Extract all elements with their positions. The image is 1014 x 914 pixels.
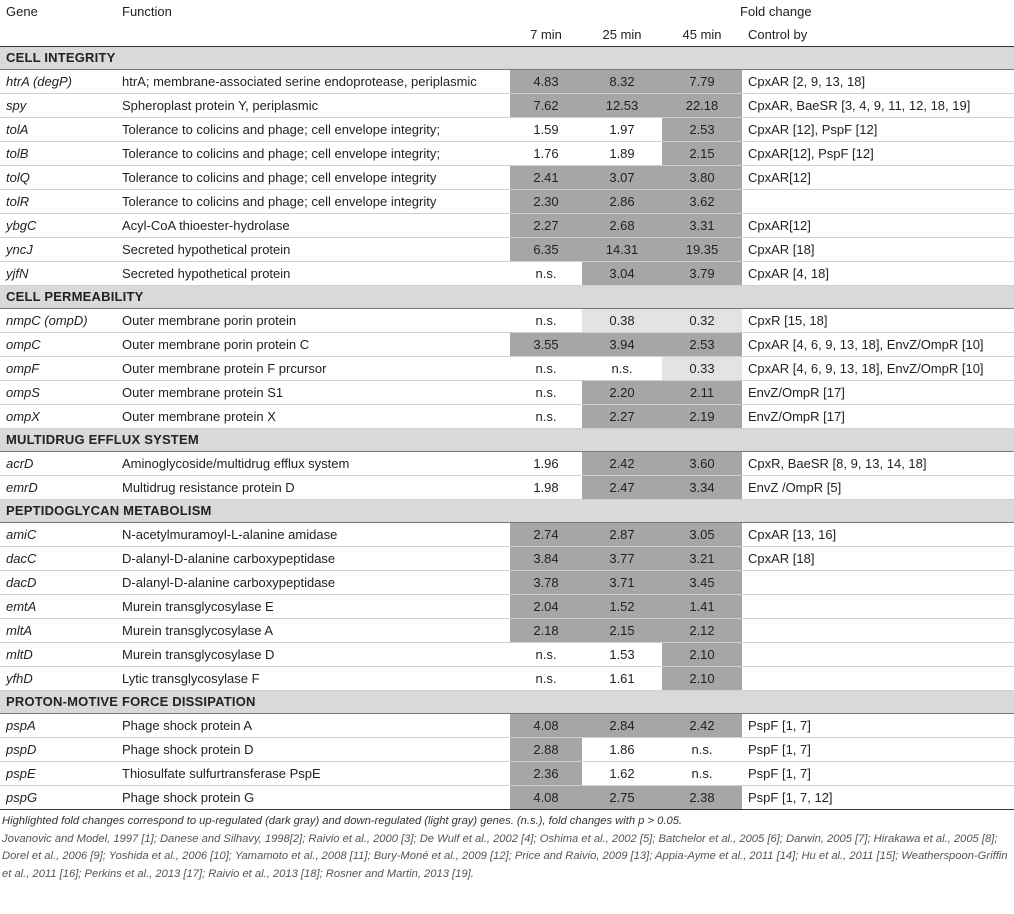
control-cell: PspF [1, 7] <box>742 762 1014 786</box>
control-cell: EnvZ /OmpR [5] <box>742 476 1014 500</box>
table-row <box>0 357 1014 381</box>
function-cell: Acyl-CoA thioester-hydrolase <box>116 214 510 238</box>
control-cell: CpxAR[12] <box>742 214 1014 238</box>
value-7min: 2.04 <box>510 595 582 619</box>
value-25min: 2.47 <box>582 476 662 500</box>
value-45min: 22.18 <box>662 94 742 118</box>
table-row <box>0 238 1014 262</box>
value-45min: 19.35 <box>662 238 742 262</box>
gene-cell: ompF <box>0 357 116 381</box>
value-7min: 2.36 <box>510 762 582 786</box>
function-cell: Outer membrane porin protein <box>116 309 510 333</box>
value-45min: 3.60 <box>662 452 742 476</box>
section-title: MULTIDRUG EFFLUX SYSTEM <box>0 429 1014 452</box>
table-row <box>0 452 1014 476</box>
control-cell <box>742 643 1014 667</box>
value-45min: 3.80 <box>662 166 742 190</box>
function-cell: Lytic transglycosylase F <box>116 667 510 691</box>
gene-cell: nmpC (ompD) <box>0 309 116 333</box>
value-25min: 1.52 <box>582 595 662 619</box>
table-row <box>0 166 1014 190</box>
value-45min: 2.12 <box>662 619 742 643</box>
gene-cell: yfhD <box>0 667 116 691</box>
function-cell: Tolerance to colicins and phage; cell envelope integrity; <box>116 142 510 166</box>
control-cell: CpxAR [18] <box>742 547 1014 571</box>
gene-cell: pspE <box>0 762 116 786</box>
value-25min: 2.87 <box>582 523 662 547</box>
function-cell: Multidrug resistance protein D <box>116 476 510 500</box>
value-7min: 7.62 <box>510 94 582 118</box>
value-7min: 3.55 <box>510 333 582 357</box>
gene-cell: pspD <box>0 738 116 762</box>
gene-cell: yjfN <box>0 262 116 286</box>
control-cell: PspF [1, 7] <box>742 714 1014 738</box>
value-25min: 2.86 <box>582 190 662 214</box>
value-45min: 2.38 <box>662 786 742 810</box>
section-title: PROTON-MOTIVE FORCE DISSIPATION <box>0 691 1014 714</box>
function-cell: Secreted hypothetical protein <box>116 238 510 262</box>
value-7min: n.s. <box>510 381 582 405</box>
control-cell: CpxAR [4, 6, 9, 13, 18], EnvZ/OmpR [10] <box>742 333 1014 357</box>
value-7min: 6.35 <box>510 238 582 262</box>
value-45min: 3.31 <box>662 214 742 238</box>
value-7min: 4.83 <box>510 70 582 94</box>
section-title: CELL PERMEABILITY <box>0 286 1014 309</box>
function-cell: Tolerance to colicins and phage; cell envelope integrity <box>116 166 510 190</box>
footnote: Highlighted fold changes correspond to up-regulated (dark gray) and down-regulated (light gray) genes. (n.s.), fold changes with p > 0.05. <box>2 815 683 827</box>
gene-cell: ompS <box>0 381 116 405</box>
value-25min: 1.61 <box>582 667 662 691</box>
control-cell <box>742 619 1014 643</box>
value-7min: 2.27 <box>510 214 582 238</box>
header-row-top <box>0 0 1014 23</box>
table-row <box>0 476 1014 500</box>
section-title: CELL INTEGRITY <box>0 47 1014 70</box>
control-cell: CpxAR [13, 16] <box>742 523 1014 547</box>
section-header <box>0 47 1014 70</box>
value-7min: 1.59 <box>510 118 582 142</box>
header-function: Function <box>122 4 172 19</box>
control-cell: CpxAR, BaeSR [3, 4, 9, 11, 12, 18, 19] <box>742 94 1014 118</box>
header-gene: Gene <box>6 4 38 19</box>
control-cell: CpxAR [2, 9, 13, 18] <box>742 70 1014 94</box>
value-25min: 0.38 <box>582 309 662 333</box>
section-header <box>0 429 1014 452</box>
function-cell: Outer membrane porin protein C <box>116 333 510 357</box>
gene-cell: ompC <box>0 333 116 357</box>
header-45min: 45 min <box>662 23 742 47</box>
references: Jovanovic and Model, 1997 [1]; Danese and Silhavy, 1998[2]; Raivio et al., 2000 [3]; De Wulf et al., 2002 [4]; Oshima et al., 2002 [5]; Batchelor et al., 2005 [6]; Darwin, 2005 [7]; Hirakawa et al., 2005 [8]; Dorel et al., 2006 [9]; Yoshida et al., 2006 [10]; Yamamoto et al., 2008 [11]; Bury-Moné et al., 2009 [12]; Price and Raivio, 2009 [13]; Appia-Ayme et al., 2011 [14]; Hu et al., 2011 [15]; Weatherspoon-Griffin et al., 2011 [16]; Perkins et al., 2013 [17]; Raivio et al., 2013 [18]; Rosner and Martin, 2013 [19]. <box>2 832 1008 880</box>
value-25min: 3.77 <box>582 547 662 571</box>
value-25min: 2.75 <box>582 786 662 810</box>
value-25min: 3.94 <box>582 333 662 357</box>
value-45min: 2.42 <box>662 714 742 738</box>
value-25min: 14.31 <box>582 238 662 262</box>
gene-cell: mltA <box>0 619 116 643</box>
gene-cell: emrD <box>0 476 116 500</box>
value-25min: 1.97 <box>582 118 662 142</box>
function-cell: Aminoglycoside/multidrug efflux system <box>116 452 510 476</box>
control-cell: CpxR [15, 18] <box>742 309 1014 333</box>
value-45min: 2.11 <box>662 381 742 405</box>
table-row <box>0 118 1014 142</box>
function-cell: D-alanyl-D-alanine carboxypeptidase <box>116 547 510 571</box>
header-7min: 7 min <box>510 23 582 47</box>
table-row <box>0 70 1014 94</box>
table-row <box>0 667 1014 691</box>
value-7min: 3.84 <box>510 547 582 571</box>
value-7min: 1.98 <box>510 476 582 500</box>
control-cell <box>742 190 1014 214</box>
value-25min: 2.42 <box>582 452 662 476</box>
table-row <box>0 381 1014 405</box>
table-row <box>0 405 1014 429</box>
section-header <box>0 500 1014 523</box>
table-row <box>0 762 1014 786</box>
function-cell: Thiosulfate sulfurtransferase PspE <box>116 762 510 786</box>
value-45min: n.s. <box>662 762 742 786</box>
section-header <box>0 286 1014 309</box>
function-cell: Spheroplast protein Y, periplasmic <box>116 94 510 118</box>
gene-cell: acrD <box>0 452 116 476</box>
value-45min: 7.79 <box>662 70 742 94</box>
function-cell: Tolerance to colicins and phage; cell envelope integrity <box>116 190 510 214</box>
function-cell: Tolerance to colicins and phage; cell envelope integrity; <box>116 118 510 142</box>
table-notes <box>0 810 1014 883</box>
table-row <box>0 738 1014 762</box>
control-cell: CpxAR [12], PspF [12] <box>742 118 1014 142</box>
gene-cell: ybgC <box>0 214 116 238</box>
value-7min: n.s. <box>510 405 582 429</box>
value-25min: 3.07 <box>582 166 662 190</box>
value-45min: 3.79 <box>662 262 742 286</box>
control-cell <box>742 595 1014 619</box>
value-25min: 3.04 <box>582 262 662 286</box>
value-25min: 1.53 <box>582 643 662 667</box>
value-45min: 0.33 <box>662 357 742 381</box>
gene-cell: mltD <box>0 643 116 667</box>
value-7min: n.s. <box>510 357 582 381</box>
function-cell: Secreted hypothetical protein <box>116 262 510 286</box>
value-7min: 1.76 <box>510 142 582 166</box>
value-45min: 3.45 <box>662 571 742 595</box>
gene-cell: htrA (degP) <box>0 70 116 94</box>
gene-cell: pspG <box>0 786 116 810</box>
value-7min: 2.74 <box>510 523 582 547</box>
table-row <box>0 309 1014 333</box>
function-cell: Phage shock protein G <box>116 786 510 810</box>
gene-cell: dacD <box>0 571 116 595</box>
value-45min: 3.34 <box>662 476 742 500</box>
gene-cell: spy <box>0 94 116 118</box>
value-7min: 2.88 <box>510 738 582 762</box>
function-cell: Outer membrane protein F prcursor <box>116 357 510 381</box>
function-cell: Phage shock protein D <box>116 738 510 762</box>
gene-cell: pspA <box>0 714 116 738</box>
value-7min: 2.30 <box>510 190 582 214</box>
table-row <box>0 190 1014 214</box>
value-25min: 2.20 <box>582 381 662 405</box>
value-45min: 2.53 <box>662 118 742 142</box>
value-45min: 3.05 <box>662 523 742 547</box>
value-45min: 2.19 <box>662 405 742 429</box>
control-cell: CpxAR [18] <box>742 238 1014 262</box>
value-45min: n.s. <box>662 738 742 762</box>
header-25min: 25 min <box>582 23 662 47</box>
value-7min: n.s. <box>510 643 582 667</box>
value-25min: 3.71 <box>582 571 662 595</box>
gene-cell: tolR <box>0 190 116 214</box>
section-title: PEPTIDOGLYCAN METABOLISM <box>0 500 1014 523</box>
control-cell: EnvZ/OmpR [17] <box>742 381 1014 405</box>
gene-cell: emtA <box>0 595 116 619</box>
value-7min: n.s. <box>510 262 582 286</box>
table-row <box>0 714 1014 738</box>
value-25min: 1.62 <box>582 762 662 786</box>
table-row <box>0 547 1014 571</box>
control-cell: PspF [1, 7, 12] <box>742 786 1014 810</box>
value-25min: 8.32 <box>582 70 662 94</box>
value-25min: 2.68 <box>582 214 662 238</box>
value-25min: n.s. <box>582 357 662 381</box>
header-fold-change: Fold change <box>740 4 812 19</box>
value-25min: 1.86 <box>582 738 662 762</box>
gene-cell: dacC <box>0 547 116 571</box>
value-45min: 1.41 <box>662 595 742 619</box>
function-cell: Murein transglycosylase D <box>116 643 510 667</box>
value-25min: 2.84 <box>582 714 662 738</box>
function-cell: Phage shock protein A <box>116 714 510 738</box>
table-row <box>0 214 1014 238</box>
header-row-sub <box>0 23 1014 47</box>
control-cell: EnvZ/OmpR [17] <box>742 405 1014 429</box>
control-cell <box>742 571 1014 595</box>
table-row <box>0 333 1014 357</box>
value-7min: 4.08 <box>510 714 582 738</box>
table-row <box>0 619 1014 643</box>
value-7min: n.s. <box>510 667 582 691</box>
table-row <box>0 94 1014 118</box>
value-45min: 3.21 <box>662 547 742 571</box>
control-cell: CpxAR[12], PspF [12] <box>742 142 1014 166</box>
value-25min: 2.15 <box>582 619 662 643</box>
section-header <box>0 691 1014 714</box>
value-7min: 2.41 <box>510 166 582 190</box>
gene-cell: tolB <box>0 142 116 166</box>
function-cell: Outer membrane protein X <box>116 405 510 429</box>
table-row <box>0 643 1014 667</box>
value-45min: 0.32 <box>662 309 742 333</box>
value-45min: 2.53 <box>662 333 742 357</box>
value-45min: 3.62 <box>662 190 742 214</box>
value-25min: 2.27 <box>582 405 662 429</box>
table-row <box>0 523 1014 547</box>
value-45min: 2.10 <box>662 643 742 667</box>
gene-cell: amiC <box>0 523 116 547</box>
table-row <box>0 142 1014 166</box>
gene-cell: tolA <box>0 118 116 142</box>
value-25min: 12.53 <box>582 94 662 118</box>
function-cell: D-alanyl-D-alanine carboxypeptidase <box>116 571 510 595</box>
function-cell: htrA; membrane-associated serine endoprotease, periplasmic <box>116 70 510 94</box>
control-cell: CpxAR [4, 6, 9, 13, 18], EnvZ/OmpR [10] <box>742 357 1014 381</box>
table-row <box>0 571 1014 595</box>
gene-cell: yncJ <box>0 238 116 262</box>
value-7min: 1.96 <box>510 452 582 476</box>
function-cell: Murein transglycosylase A <box>116 619 510 643</box>
function-cell: N-acetylmuramoyl-L-alanine amidase <box>116 523 510 547</box>
function-cell: Murein transglycosylase E <box>116 595 510 619</box>
table-row <box>0 786 1014 810</box>
control-cell: PspF [1, 7] <box>742 738 1014 762</box>
table-row <box>0 595 1014 619</box>
value-7min: 3.78 <box>510 571 582 595</box>
gene-cell: tolQ <box>0 166 116 190</box>
header-control: Control by <box>742 23 1014 47</box>
table-row <box>0 262 1014 286</box>
value-7min: 4.08 <box>510 786 582 810</box>
gene-cell: ompX <box>0 405 116 429</box>
control-cell: CpxAR[12] <box>742 166 1014 190</box>
control-cell: CpxR, BaeSR [8, 9, 13, 14, 18] <box>742 452 1014 476</box>
value-45min: 2.10 <box>662 667 742 691</box>
value-45min: 2.15 <box>662 142 742 166</box>
control-cell <box>742 667 1014 691</box>
table-body <box>0 47 1014 810</box>
function-cell: Outer membrane protein S1 <box>116 381 510 405</box>
value-7min: 2.18 <box>510 619 582 643</box>
value-25min: 1.89 <box>582 142 662 166</box>
value-7min: n.s. <box>510 309 582 333</box>
control-cell: CpxAR [4, 18] <box>742 262 1014 286</box>
